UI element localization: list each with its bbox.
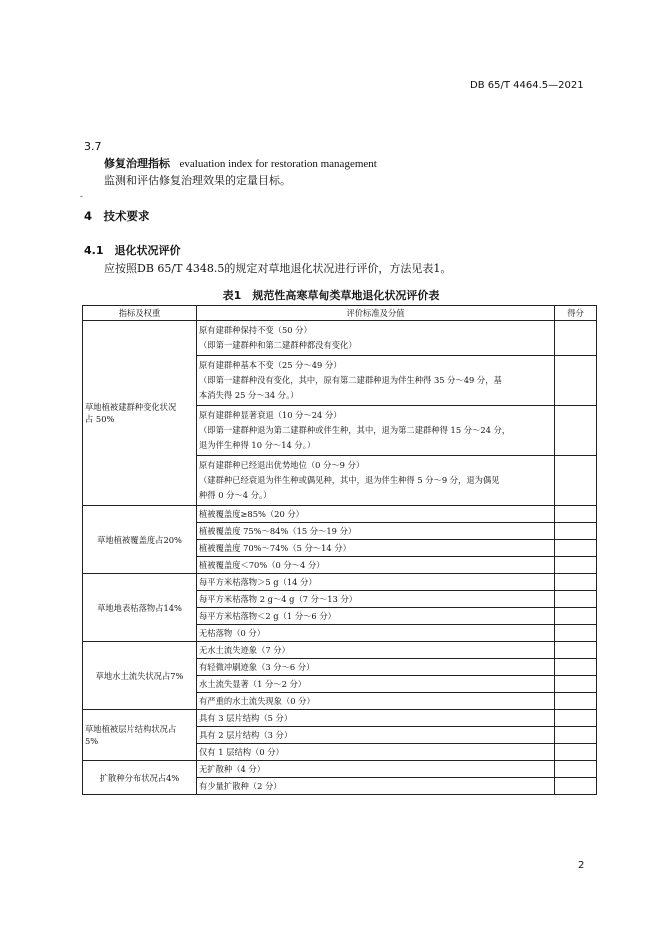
criteria-text: 植被覆盖度 75%～84%（15 分～19 分） bbox=[199, 525, 357, 536]
criteria-text: 原有建群种显著衰退（10 分～24 分） bbox=[199, 410, 342, 420]
criteria-cell bbox=[197, 659, 555, 676]
criteria-cell bbox=[197, 356, 555, 406]
section-4-heading: 4 技术要求 bbox=[84, 209, 150, 223]
criteria-cell bbox=[197, 727, 555, 744]
page-number: 2 bbox=[578, 860, 585, 871]
table-row bbox=[83, 710, 597, 727]
criteria-cell bbox=[197, 456, 555, 506]
criteria-text: 原有建群种基本不变（25 分～49 分） bbox=[199, 360, 342, 370]
criteria-cell bbox=[197, 406, 555, 456]
indicator-cell bbox=[83, 642, 197, 710]
score-cell[interactable] bbox=[555, 659, 597, 676]
criteria-text: 仅有 1 层结构（0 分） bbox=[199, 746, 284, 757]
score-cell[interactable] bbox=[555, 506, 597, 523]
indicator-text: 5% bbox=[85, 736, 99, 746]
score-cell[interactable] bbox=[555, 727, 597, 744]
indicator-text: 草地植被建群种变化状况 bbox=[85, 402, 177, 412]
indicator-cell bbox=[83, 506, 197, 574]
score-cell[interactable] bbox=[555, 540, 597, 557]
table-body bbox=[83, 321, 597, 795]
criteria-text: 具有 2 层片结构（3 分） bbox=[199, 729, 293, 740]
criteria-cell bbox=[197, 642, 555, 659]
criteria-text: 种得 0 分～4 分。） bbox=[199, 490, 272, 500]
score-cell[interactable] bbox=[555, 778, 597, 795]
criteria-text: 退为伴生种得 10 分～14 分。） bbox=[199, 440, 316, 450]
criteria-cell bbox=[197, 574, 555, 591]
score-cell[interactable] bbox=[555, 625, 597, 642]
score-cell[interactable] bbox=[555, 642, 597, 659]
table-row bbox=[83, 506, 597, 523]
indicator-text: 草地地表枯落物占14% bbox=[97, 602, 182, 613]
criteria-text: （即第一建群种和第二建群种都没有变化） bbox=[199, 340, 357, 350]
criteria-text: 无水土流失迹象（7 分） bbox=[199, 644, 290, 655]
document-code: DB 65/T 4464.5—2021 bbox=[470, 80, 584, 91]
section-4-1-text: 应按照DB 65/T 4348.5的规定对草地退化状况进行评价，方法见表1。 bbox=[104, 262, 452, 275]
indicator-text: 扩散种分布状况占4% bbox=[99, 772, 180, 783]
criteria-text: 无枯落物（0 分） bbox=[199, 627, 265, 638]
score-cell[interactable] bbox=[555, 406, 597, 456]
criteria-cell bbox=[197, 761, 555, 778]
header-criteria: 评价标准及分值 bbox=[197, 306, 555, 321]
criteria-text: 植被覆盖度 70%～74%（5 分～14 分） bbox=[199, 542, 351, 553]
score-cell[interactable] bbox=[555, 557, 597, 574]
term-english: evaluation index for restoration management bbox=[179, 158, 377, 170]
table-caption: 表1 规范性高寒草甸类草地退化状况评价表 bbox=[222, 289, 440, 302]
indicator-text: 草地水土流失状况占7% bbox=[95, 670, 184, 681]
criteria-cell bbox=[197, 540, 555, 557]
criteria-text: 每平方米枯落物＜2 g（1 分～6 分） bbox=[199, 610, 336, 621]
score-cell[interactable] bbox=[555, 574, 597, 591]
criteria-cell bbox=[197, 608, 555, 625]
table-header-row bbox=[83, 306, 597, 321]
header-score: 得分 bbox=[555, 306, 597, 321]
score-cell[interactable] bbox=[555, 710, 597, 727]
header-indicator: 指标及权重 bbox=[83, 306, 197, 321]
criteria-cell bbox=[197, 625, 555, 642]
criteria-text: 有少量扩散种（2 分） bbox=[199, 780, 282, 791]
criteria-cell bbox=[197, 523, 555, 540]
criteria-cell bbox=[197, 778, 555, 795]
table-row bbox=[83, 761, 597, 778]
criteria-cell bbox=[197, 506, 555, 523]
criteria-text: 原有建群种保持不变（50 分） bbox=[199, 325, 312, 335]
scan-mark: - bbox=[80, 192, 84, 202]
score-cell[interactable] bbox=[555, 591, 597, 608]
criteria-text: 有严重的水土流失现象（0 分） bbox=[199, 695, 315, 706]
criteria-text: 植被覆盖度≥85%（20 分） bbox=[199, 508, 304, 519]
indicator-cell bbox=[83, 574, 197, 642]
criteria-text: （建群种已经衰退为伴生种或偶见种，其中，退为伴生种得 5 分～9 分，退为偶见 bbox=[199, 475, 500, 485]
criteria-text: 植被覆盖度＜70%（0 分～4 分） bbox=[199, 559, 325, 570]
indicator-cell bbox=[83, 710, 197, 761]
section-3-7-definition: 监测和评估修复治理效果的定量目标。 bbox=[104, 174, 291, 187]
section-4-1-heading: 4.1 退化状况评价 bbox=[84, 244, 181, 257]
criteria-cell bbox=[197, 710, 555, 727]
table-row bbox=[83, 321, 597, 356]
criteria-cell bbox=[197, 557, 555, 574]
degradation-evaluation-table bbox=[82, 305, 597, 795]
criteria-text: 水土流失显著（1 分～2 分） bbox=[199, 678, 307, 689]
score-cell[interactable] bbox=[555, 693, 597, 710]
criteria-text: 本消失得 25 分～34 分。） bbox=[199, 390, 299, 400]
criteria-cell bbox=[197, 321, 555, 356]
indicator-text: 草地植被层片结构状况占 bbox=[85, 724, 177, 734]
criteria-text: 具有 3 层片结构（5 分） bbox=[199, 712, 293, 723]
table-row bbox=[83, 642, 597, 659]
criteria-cell bbox=[197, 693, 555, 710]
criteria-text: 原有建群种已经退出优势地位（0 分～9 分） bbox=[199, 460, 365, 470]
score-cell[interactable] bbox=[555, 608, 597, 625]
criteria-text: 无扩散种（4 分） bbox=[199, 763, 265, 774]
score-cell[interactable] bbox=[555, 321, 597, 356]
indicator-cell bbox=[83, 321, 197, 506]
criteria-cell bbox=[197, 676, 555, 693]
indicator-text: 草地植被覆盖度占20% bbox=[97, 534, 182, 545]
criteria-text: 每平方米枯落物 2 g～4 g（7 分～13 分） bbox=[199, 593, 358, 604]
criteria-text: （即第一建群种没有变化，其中，原有第二建群种退为伴生种得 35 分～49 分，基 bbox=[199, 375, 502, 385]
indicator-text: 占 50% bbox=[85, 414, 115, 424]
score-cell[interactable] bbox=[555, 744, 597, 761]
term-chinese: 修复治理指标 bbox=[104, 157, 170, 170]
criteria-text: 有轻微冲刷迹象（3 分～6 分） bbox=[199, 661, 315, 672]
section-3-7-term bbox=[104, 155, 377, 171]
criteria-text: （即第一建群种退为第二建群种或伴生种，其中，退为第二建群种得 15 分～24 分， bbox=[199, 425, 511, 435]
indicator-cell bbox=[83, 761, 197, 795]
criteria-cell bbox=[197, 744, 555, 761]
score-cell[interactable] bbox=[555, 761, 597, 778]
table-row bbox=[83, 574, 597, 591]
score-cell[interactable] bbox=[555, 676, 597, 693]
score-cell[interactable] bbox=[555, 523, 597, 540]
score-cell[interactable] bbox=[555, 356, 597, 406]
criteria-text: 每平方米枯落物＞5 g（14 分） bbox=[199, 576, 317, 587]
criteria-cell bbox=[197, 591, 555, 608]
score-cell[interactable] bbox=[555, 456, 597, 506]
section-3-7-number: 3.7 bbox=[84, 140, 102, 153]
